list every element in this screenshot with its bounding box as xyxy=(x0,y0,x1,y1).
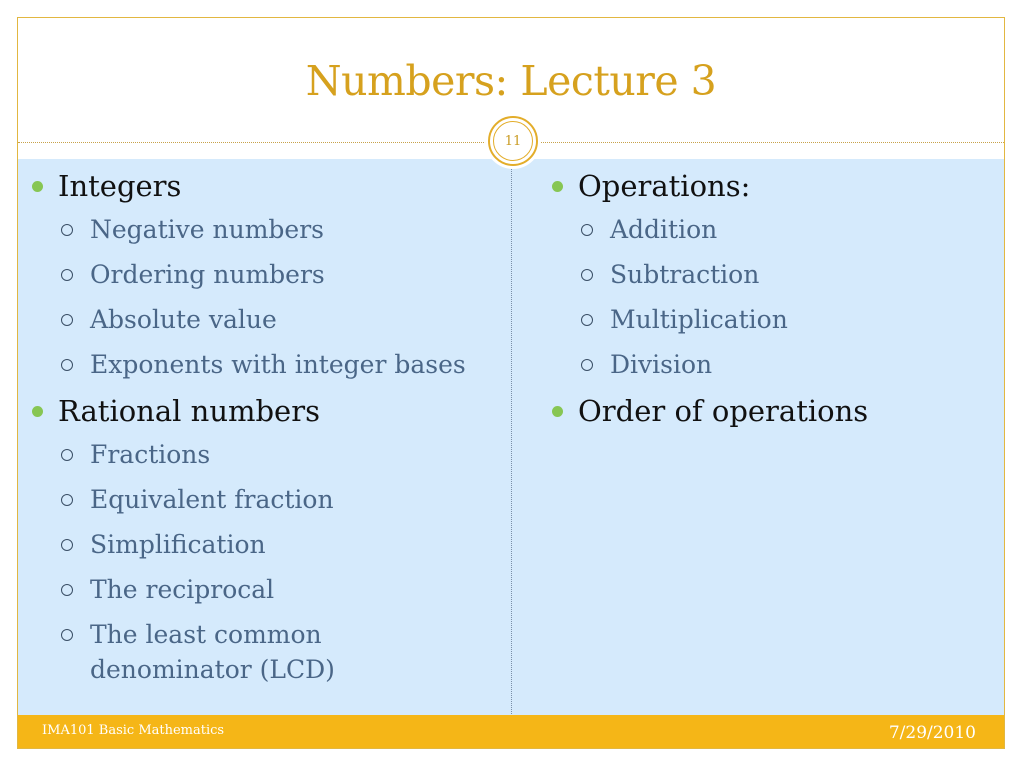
page-number-badge xyxy=(488,116,538,166)
ring-bullet-icon xyxy=(581,224,593,236)
subitem-label: Addition xyxy=(610,215,718,244)
subitem xyxy=(552,212,992,247)
bullet-icon xyxy=(32,406,43,417)
subitem xyxy=(32,302,502,337)
subitem xyxy=(32,347,502,382)
item-label: Operations: xyxy=(578,169,751,203)
page-number: 11 xyxy=(504,133,522,149)
ring-bullet-icon xyxy=(61,539,73,551)
footer-bar xyxy=(18,715,1004,748)
ring-bullet-icon xyxy=(61,629,73,641)
ring-bullet-icon xyxy=(61,269,73,281)
bullet-icon xyxy=(552,406,563,417)
subitem-label: The reciprocal xyxy=(90,575,275,604)
list-item-order-of-operations xyxy=(552,392,992,430)
footer-course: IMA101 Basic Mathematics xyxy=(42,723,225,738)
subitem xyxy=(32,482,502,517)
item-label: Integers xyxy=(58,169,182,203)
subitem-label: Fractions xyxy=(90,440,211,469)
subitem-label: Division xyxy=(610,350,713,379)
content-area xyxy=(18,159,1004,716)
ring-bullet-icon xyxy=(61,584,73,596)
subitem-label: Multiplication xyxy=(610,305,788,334)
subitem-label: Subtraction xyxy=(610,260,760,289)
list-item-rational-numbers xyxy=(32,392,502,430)
subitem-label: Absolute value xyxy=(90,305,277,334)
subitem-label: Ordering numbers xyxy=(90,260,325,289)
subitem xyxy=(32,527,502,562)
item-label: Order of operations xyxy=(578,394,869,428)
item-label: Rational numbers xyxy=(58,394,320,428)
subitem xyxy=(32,257,502,292)
slide xyxy=(17,17,1005,749)
subitem-label: Equivalent fraction xyxy=(90,485,334,514)
ring-bullet-icon xyxy=(581,314,593,326)
subitem xyxy=(552,302,992,337)
subitem-label: Exponents with integer bases xyxy=(90,350,466,379)
subitem-label: The least common denominator (LCD) xyxy=(90,620,335,684)
ring-bullet-icon xyxy=(61,314,73,326)
bullet-icon xyxy=(32,181,43,192)
subitem-label: Negative numbers xyxy=(90,215,324,244)
subitem xyxy=(32,437,502,472)
ring-bullet-icon xyxy=(581,359,593,371)
subitem xyxy=(32,617,390,687)
right-column xyxy=(552,167,992,437)
list-item-integers xyxy=(32,167,502,205)
list-item-operations xyxy=(552,167,992,205)
footer-date: 7/29/2010 xyxy=(888,723,976,743)
ring-bullet-icon xyxy=(61,449,73,461)
subitem xyxy=(552,257,992,292)
subitem xyxy=(32,572,502,607)
slide-title: Numbers: Lecture 3 xyxy=(305,57,717,105)
ring-bullet-icon xyxy=(581,269,593,281)
subitem-label: Simplification xyxy=(90,530,266,559)
subitem xyxy=(32,212,502,247)
ring-bullet-icon xyxy=(61,224,73,236)
subitem xyxy=(552,347,992,382)
column-divider xyxy=(511,159,512,716)
ring-bullet-icon xyxy=(61,494,73,506)
badge-ring-icon xyxy=(493,121,533,161)
left-column xyxy=(32,167,502,697)
ring-bullet-icon xyxy=(61,359,73,371)
bullet-icon xyxy=(552,181,563,192)
